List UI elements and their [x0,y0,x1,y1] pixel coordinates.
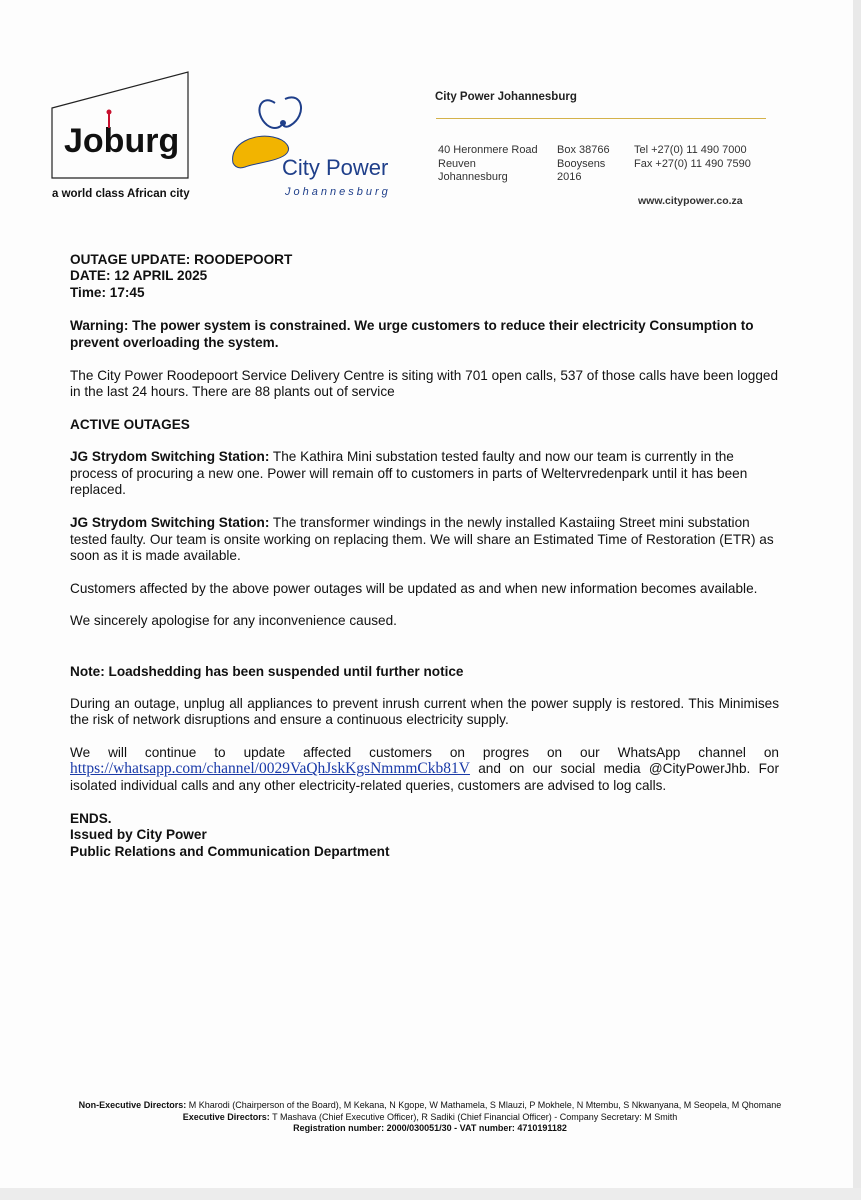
exec-label: Executive Directors: [182,1111,270,1122]
loadshedding-note: Note: Loadshedding has been suspended until further notice [70,663,464,679]
issued-by: Issued by City Power [70,827,207,843]
city-power-logo-sub: Johannesburg [285,186,391,198]
page-edge [853,0,861,1200]
joburg-logo [50,70,190,180]
company-heading: City Power Johannesburg [435,91,577,103]
city-power-logo [225,93,420,203]
whatsapp-intro: We will continue to update affected customers on progres on our WhatsApp channel on [70,744,779,760]
executive-directors [60,1112,800,1124]
registration-info: Registration number: 2000/030051/30 - VAT number: 4710191182 [293,1123,567,1134]
non-executive-directors [60,1100,800,1112]
outage-item [70,515,779,564]
joburg-tagline: a world class African city [52,188,190,200]
page-bottom-edge [0,1188,861,1200]
address-line: 40 Heronmere Road [438,144,538,156]
outage-item [70,449,779,498]
unplug-advice: During an outage, unplug all appliances to prevent inrush current when the power supply is restored. This Minimises the risk of network disruptions and ensure a continuous electricity supply. [70,695,779,728]
postal-line: Box 38766 [557,144,610,156]
notice-time: Time: 17:45 [70,284,145,300]
contact-numbers [634,144,751,171]
address-line: Johannesburg [438,171,508,183]
whatsapp-outro: and on our social media @CityPowerJhb. For isolated individual calls and any other electricity-related queries, customers are advised to log calls. [70,761,779,793]
notice-title: OUTAGE UPDATE: ROODEPOORT [70,252,293,267]
whatsapp-channel-link[interactable]: https://whatsapp.com/channel/0029VaQhJskKgsNmmmCkb81V [70,760,470,778]
department: Public Relations and Communication Department [70,843,390,859]
active-outages-heading: ACTIVE OUTAGES [70,416,190,432]
street-address [438,144,538,185]
exec-names: T Mashava (Chief Executive Officer), R Sadiki (Chief Financial Officer) - Company Secretary: M Smith [269,1111,678,1122]
outage-text: The Kathira Mini substation tested faulty and now our team is currently in the process of procuring a new one. Power will remain off to customers in parts of Weltervredenpark until it has been replaced. [70,449,748,498]
nonexec-label: Non-Executive Directors: [78,1100,187,1110]
whatsapp-paragraph [70,745,779,794]
update-note: Customers affected by the above power outages will be updated as and when new information becomes available. [70,580,758,596]
city-power-logo-title: City Power [282,155,389,180]
phone-number: Tel +27(0) 11 490 7000 [634,144,747,156]
outage-station: JG Strydom Switching Station: [70,449,270,465]
header-rule [436,118,766,119]
outage-text: The transformer windings in the newly installed Kastaiing Street mini substation tested faulty. Our team is onsite working on replacing them. We will share an Estimated Time of Restoration (ETR) as soon as it is made available. [70,515,774,564]
outage-station: JG Strydom Switching Station: [70,515,270,531]
address-line: Reuven [438,157,476,170]
warning-paragraph: Warning: The power system is constrained. We urge customers to reduce their electricity Consumption to prevent overloading the system. [70,318,754,350]
apology: We sincerely apologise for any inconvenience caused. [70,613,397,629]
ends-marker: ENDS. [70,810,112,826]
postal-line: Booysens [557,157,606,170]
postal-address [557,144,610,185]
postal-line: 2016 [557,171,582,183]
joburg-logo-text: Joburg [64,122,180,160]
status-paragraph: The City Power Roodepoort Service Delivery Centre is siting with 701 open calls, 537 of those calls have been logged in the last 24 hours. There are 88 plants out of service [70,368,779,400]
fax-number: Fax +27(0) 11 490 7590 [634,157,751,170]
footer [60,1100,800,1135]
website-link[interactable]: www.citypower.co.za [638,195,743,207]
outage-notice [70,252,779,860]
notice-date: DATE: 12 APRIL 2025 [70,268,208,284]
nonexec-names: M Kharodi (Chairperson of the Board), M Kekana, N Kgope, W Mathamela, S Mlauzi, P Mokhele, N Mtembu, S Nkwanyana, M Seopela, M Qhomane [186,1100,782,1110]
